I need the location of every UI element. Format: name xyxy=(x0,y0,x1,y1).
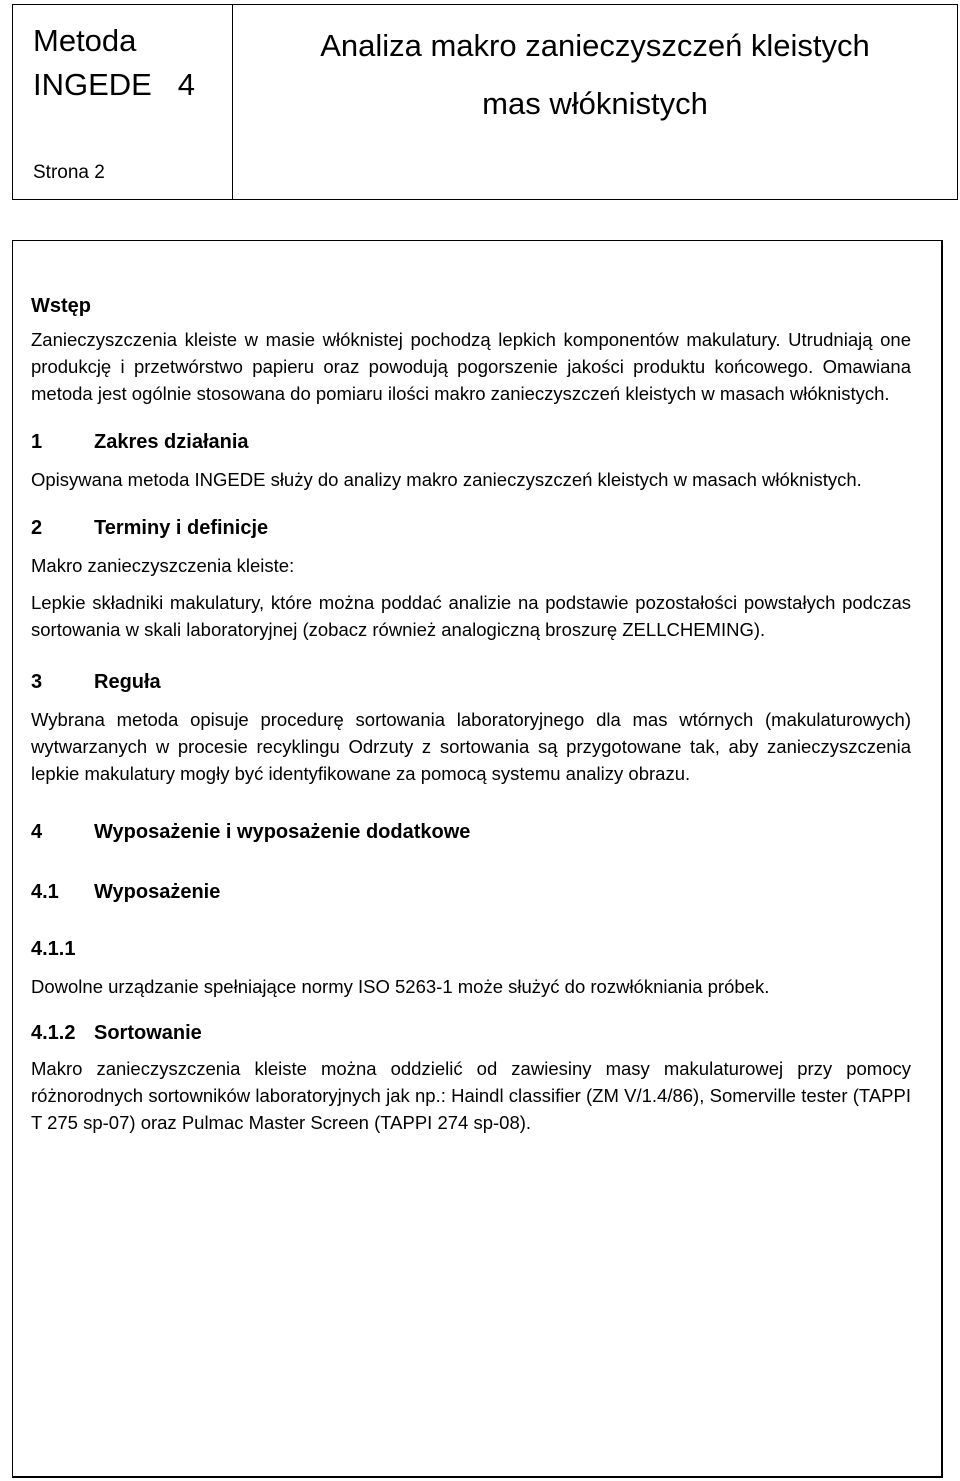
intro-heading: Wstęp xyxy=(31,295,91,317)
section-4-1-heading xyxy=(31,879,911,906)
section-4-1-2-text: Makro zanieczyszczenia kleiste można oddzielić od zawiesiny masy makulaturowej przy pomocy różnorodnych sortowników laboratoryjnych jak np.: Haindl classifier (ZM V/1.4/86), Somerville tester (TAPPI T 275 sp-07) oraz Pulmac Master Screen (TAPPI 274 sp-08). xyxy=(31,1058,911,1133)
section-4-heading xyxy=(31,819,911,846)
section-4-1-1-text: Dowolne urządzanie spełniające normy ISO 5263-1 może służyć do rozwłókniania próbek. xyxy=(31,976,770,997)
section-3-title: Reguła xyxy=(94,671,161,693)
section-1-text: Opisywana metoda INGEDE służy do analizy makro zanieczyszczeń kleistych w masach włóknistych. xyxy=(31,469,862,490)
section-4-number: 4 xyxy=(31,821,43,843)
section-2-definition: Lepkie składniki makulatury, które można poddać analizie na podstawie pozostałości powstałych podczas sortowania w skali laboratoryjnej (zobacz również analogiczną broszurę ZELLCHEMING). xyxy=(31,592,911,640)
method-name: Metoda xyxy=(33,23,137,58)
section-4-1-2-heading xyxy=(31,1020,911,1047)
section-3-text: Wybrana metoda opisuje procedurę sortowania laboratoryjnego dla mas wtórnych (makulaturowych) wytwarzanych w procesie recyklingu Odrzuty z sortowania są przygotowane tak, aby zanieczyszczenia lepkie makulatury mogły być identyfikowane za pomocą systemu analizy obrazu. xyxy=(31,709,911,784)
method-label xyxy=(33,19,195,107)
section-1-number: 1 xyxy=(31,431,43,453)
document-title xyxy=(233,17,957,133)
section-4-1-title: Wyposażenie xyxy=(94,881,221,903)
section-4-title: Wyposażenie i wyposażenie dodatkowe xyxy=(94,821,471,843)
intro-text: Zanieczyszczenia kleiste w masie włóknistej pochodzą lepkich komponentów makulatury. Utrudniają one produkcję i przetwórstwo papieru oraz powodują pogorszenie jakości produktu końcowego. Omawiana metoda jest ogólnie stosowana do pomiaru ilości makro zanieczyszczeń kleistych w masach włóknistych. xyxy=(31,329,911,404)
page-indicator xyxy=(33,162,105,184)
section-3-number: 3 xyxy=(31,671,43,693)
section-2-heading xyxy=(31,515,911,542)
section-4-1-1-number: 4.1.1 xyxy=(31,938,76,960)
document-content xyxy=(31,293,911,1136)
section-1-title: Zakres działania xyxy=(94,431,249,453)
page-number: 2 xyxy=(94,162,105,183)
section-4-1-2-number: 4.1.2 xyxy=(31,1022,76,1044)
section-2-title: Terminy i definicje xyxy=(94,517,269,539)
document-header xyxy=(12,4,958,200)
section-4-1-1-heading xyxy=(31,936,911,963)
document-body xyxy=(12,240,943,1478)
section-4-1-number: 4.1 xyxy=(31,881,59,903)
section-3-heading xyxy=(31,669,911,696)
section-2-term: Makro zanieczyszczenia kleiste: xyxy=(31,555,295,576)
section-2-number: 2 xyxy=(31,517,43,539)
title-line-1: Analiza makro zanieczyszczeń kleistych xyxy=(320,28,870,63)
section-4-1-2-title: Sortowanie xyxy=(94,1022,202,1044)
method-number: INGEDE 4 xyxy=(33,67,195,102)
page-label: Strona xyxy=(33,162,89,183)
section-1-heading xyxy=(31,429,911,456)
title-line-2: mas włóknistych xyxy=(482,86,708,121)
